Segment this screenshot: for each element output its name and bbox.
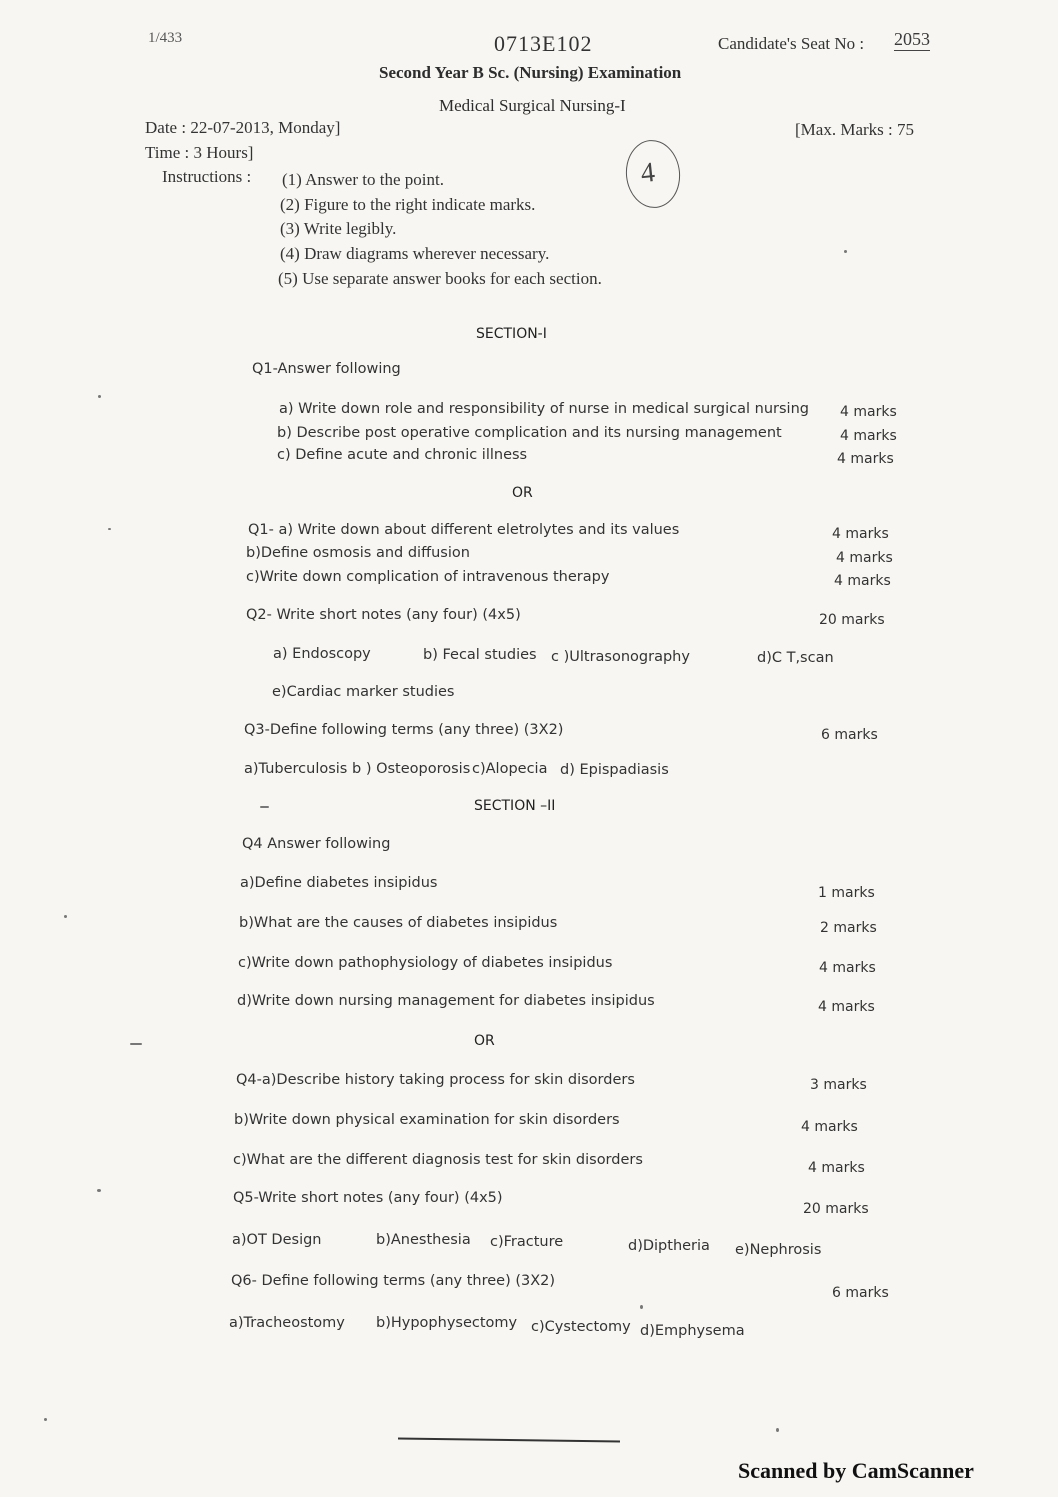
q2-option: c )Ultrasonography: [551, 649, 690, 665]
q5-option: d)Diptheria: [628, 1238, 710, 1254]
scanner-watermark: Scanned by CamScanner: [738, 1458, 974, 1483]
q3-option: c)Alopecia: [472, 761, 548, 777]
q1-part-a: a) Write down role and responsibility of nurse in medical surgical nursing: [279, 401, 809, 417]
q3-option: d) Epispadiasis: [560, 762, 669, 778]
q6-option: c)Cystectomy: [531, 1319, 631, 1335]
q2-option: b) Fecal studies: [423, 647, 537, 663]
scan-speck: [130, 1043, 142, 1045]
q1-part-c: c) Define acute and chronic illness: [277, 447, 528, 463]
q6-heading: Q6- Define following terms (any three) (3X2): [231, 1273, 556, 1289]
scan-speck: [108, 528, 111, 530]
q1-heading: Q1-Answer following: [252, 361, 401, 377]
q6-option: b)Hypophysectomy: [376, 1315, 518, 1331]
scan-speck: [97, 1189, 101, 1192]
scan-speck: [640, 1305, 643, 1309]
q4-alt-part-c: c)What are the different diagnosis test for skin disorders: [233, 1152, 643, 1168]
q4-part-b: b)What are the causes of diabetes insipidus: [239, 915, 558, 931]
instruction-item: (2) Figure to the right indicate marks.: [280, 195, 536, 214]
exam-title: Second Year B Sc. (Nursing) Examination: [379, 63, 682, 82]
q1-alt-part-c-marks: 4 marks: [834, 573, 891, 589]
instruction-item: (1) Answer to the point.: [282, 170, 444, 189]
q1-alt-part-b-marks: 4 marks: [836, 550, 893, 566]
q1-part-c-marks: 4 marks: [837, 451, 894, 467]
q1-part-a-marks: 4 marks: [840, 404, 897, 420]
scan-speck: [776, 1428, 779, 1432]
scan-speck: [98, 395, 101, 398]
or-divider-1: OR: [512, 485, 533, 501]
q5-marks: 20 marks: [803, 1201, 869, 1217]
q4-part-a: a)Define diabetes insipidus: [240, 875, 438, 891]
q4-alt-part-a-marks: 3 marks: [810, 1077, 867, 1093]
q6-option: d)Emphysema: [640, 1323, 745, 1339]
q3-marks: 6 marks: [821, 727, 878, 743]
q1-alt-part-b: b)Define osmosis and diffusion: [246, 545, 470, 561]
q4-heading: Q4 Answer following: [242, 836, 391, 852]
q4-part-d: d)Write down nursing management for diabetes insipidus: [237, 993, 655, 1009]
q2-option: a) Endoscopy: [273, 646, 371, 662]
scan-speck: [844, 250, 847, 253]
q6-marks: 6 marks: [832, 1285, 889, 1301]
q5-option: e)Nephrosis: [735, 1242, 822, 1258]
circled-number-mark: [623, 137, 684, 210]
q3-heading: Q3-Define following terms (any three) (3X2): [244, 722, 564, 738]
seat-number: 2053: [894, 29, 930, 49]
subject-title: Medical Surgical Nursing-I: [439, 96, 626, 115]
q1-part-b: b) Describe post operative complication and its nursing management: [277, 425, 782, 441]
q1-alt-part-c: c)Write down complication of intravenous therapy: [246, 569, 610, 585]
q2-option: d)C T,scan: [757, 650, 834, 666]
q4-part-b-marks: 2 marks: [820, 920, 877, 936]
circled-number: 4: [639, 156, 657, 190]
q4-part-a-marks: 1 marks: [818, 885, 875, 901]
q2-heading: Q2- Write short notes (any four) (4x5): [246, 607, 521, 623]
instruction-item: (4) Draw diagrams wherever necessary.: [280, 244, 550, 263]
q4-alt-part-c-marks: 4 marks: [808, 1160, 865, 1176]
q3-option: a)Tuberculosis: [244, 761, 348, 777]
instruction-item: (3) Write legibly.: [280, 219, 397, 238]
q4-alt-part-b: b)Write down physical examination for skin disorders: [234, 1112, 620, 1128]
q4-alt-part-b-marks: 4 marks: [801, 1119, 858, 1135]
instructions-label: Instructions :: [162, 167, 252, 186]
q4-part-d-marks: 4 marks: [818, 999, 875, 1015]
q2-option: e)Cardiac marker studies: [272, 684, 455, 700]
q1-alt-part-a-marks: 4 marks: [832, 526, 889, 542]
section-2-title: SECTION –II: [474, 798, 556, 814]
scan-speck: [44, 1418, 47, 1421]
q1-part-b-marks: 4 marks: [840, 428, 897, 444]
instruction-item: (5) Use separate answer books for each section.: [278, 269, 602, 288]
seat-label: Candidate's Seat No :: [718, 34, 865, 53]
q4-part-c: c)Write down pathophysiology of diabetes insipidus: [238, 955, 613, 971]
q4-part-c-marks: 4 marks: [819, 960, 876, 976]
or-divider-2: OR: [474, 1033, 495, 1049]
q5-option: b)Anesthesia: [376, 1232, 471, 1248]
q5-option: a)OT Design: [232, 1232, 322, 1248]
q3-option: b ) Osteoporosis: [352, 761, 471, 777]
q2-marks: 20 marks: [819, 612, 885, 628]
q6-option: a)Tracheostomy: [229, 1315, 345, 1331]
max-marks: [Max. Marks : 75: [795, 120, 914, 139]
q4-alt-part-a: Q4-a)Describe history taking process for skin disorders: [236, 1072, 635, 1088]
page-reference: 1/433: [148, 30, 183, 46]
section-1-title: SECTION-I: [476, 326, 547, 342]
exam-time: Time : 3 Hours]: [145, 143, 254, 162]
paper-code: 0713E102: [494, 31, 593, 56]
scan-speck: [260, 806, 269, 808]
q5-heading: Q5-Write short notes (any four) (4x5): [233, 1190, 503, 1206]
q1-alt-part-a: Q1- a) Write down about different eletrolytes and its values: [248, 522, 680, 538]
q5-option: c)Fracture: [490, 1234, 564, 1250]
end-of-paper-line: [398, 1437, 620, 1442]
exam-date: Date : 22-07-2013, Monday]: [145, 118, 341, 137]
scan-speck: [64, 915, 67, 918]
